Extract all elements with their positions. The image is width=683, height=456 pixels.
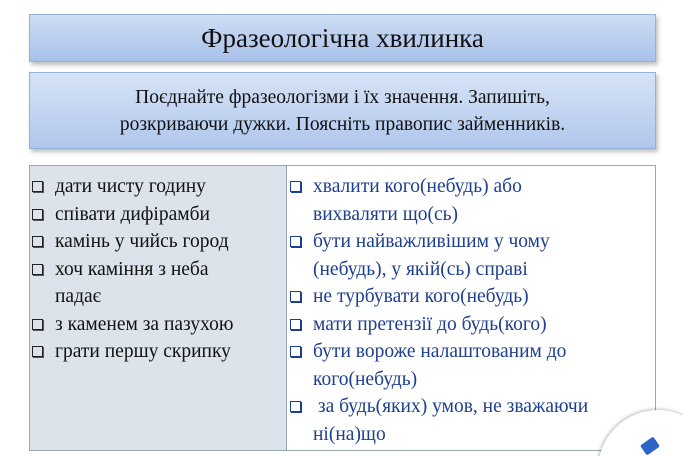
slide-title-box (29, 14, 656, 62)
list-item (287, 338, 655, 393)
checkbox-icon (32, 236, 43, 247)
checkbox-icon (32, 209, 43, 220)
checkbox-icon (290, 181, 301, 192)
checkbox-icon (290, 319, 301, 330)
phraseologism-text: грати першу скрипку (55, 341, 231, 362)
checkbox-icon (290, 401, 301, 412)
slide-title: Фразеологічна хвилинка (201, 22, 484, 53)
task-box (29, 72, 656, 149)
checkbox-icon (32, 181, 43, 192)
meaning-text: не турбувати кого(небудь) (313, 286, 529, 307)
meanings-column (287, 166, 655, 450)
list-item (30, 201, 286, 229)
list-item (287, 393, 655, 448)
checkbox-icon (290, 291, 301, 302)
edit-pen-icon (640, 436, 660, 455)
phraseologism-text: камінь у чийсь город (55, 231, 229, 252)
checkbox-icon (32, 319, 43, 330)
phraseologism-text: з каменем за пазухою (55, 313, 234, 335)
checkbox-icon (32, 264, 43, 275)
meaning-text: бути вороже налаштованим до кого(небудь) (313, 341, 567, 390)
list-item (30, 173, 286, 201)
list-item (30, 256, 286, 311)
checkbox-icon (32, 346, 43, 357)
list-item (30, 338, 286, 366)
meaning-text: за будь(яких) умов, не зважаючи ні(на)що (313, 396, 589, 445)
list-item (30, 228, 286, 256)
phraseologism-text: хоч каміння з неба падає (55, 258, 209, 307)
list-item (287, 228, 655, 283)
task-line-1: Поєднайте фразеологізми і їх значення. Запишіть, (135, 86, 550, 108)
meaning-text: бути найважливішим у чому (небудь), у якій(сь) справі (313, 231, 550, 280)
phraseologism-text: співати дифірамби (55, 203, 210, 225)
task-line-2: розкриваючи дужки. Поясніть правопис займенників. (119, 113, 566, 135)
meaning-text: мати претензії до будь(кого) (313, 313, 547, 335)
phraseologism-text: дати чисту годину (55, 176, 206, 197)
checkbox-icon (290, 236, 301, 247)
list-item (287, 283, 655, 311)
phraseologisms-column (30, 166, 287, 450)
matching-table (29, 165, 656, 451)
list-item (287, 311, 655, 339)
meaning-text: хвалити кого(небудь) або вихваляти що(сь) (313, 176, 522, 225)
list-item (287, 173, 655, 228)
checkbox-icon (290, 346, 301, 357)
list-item (30, 311, 286, 339)
task-text (120, 84, 565, 138)
